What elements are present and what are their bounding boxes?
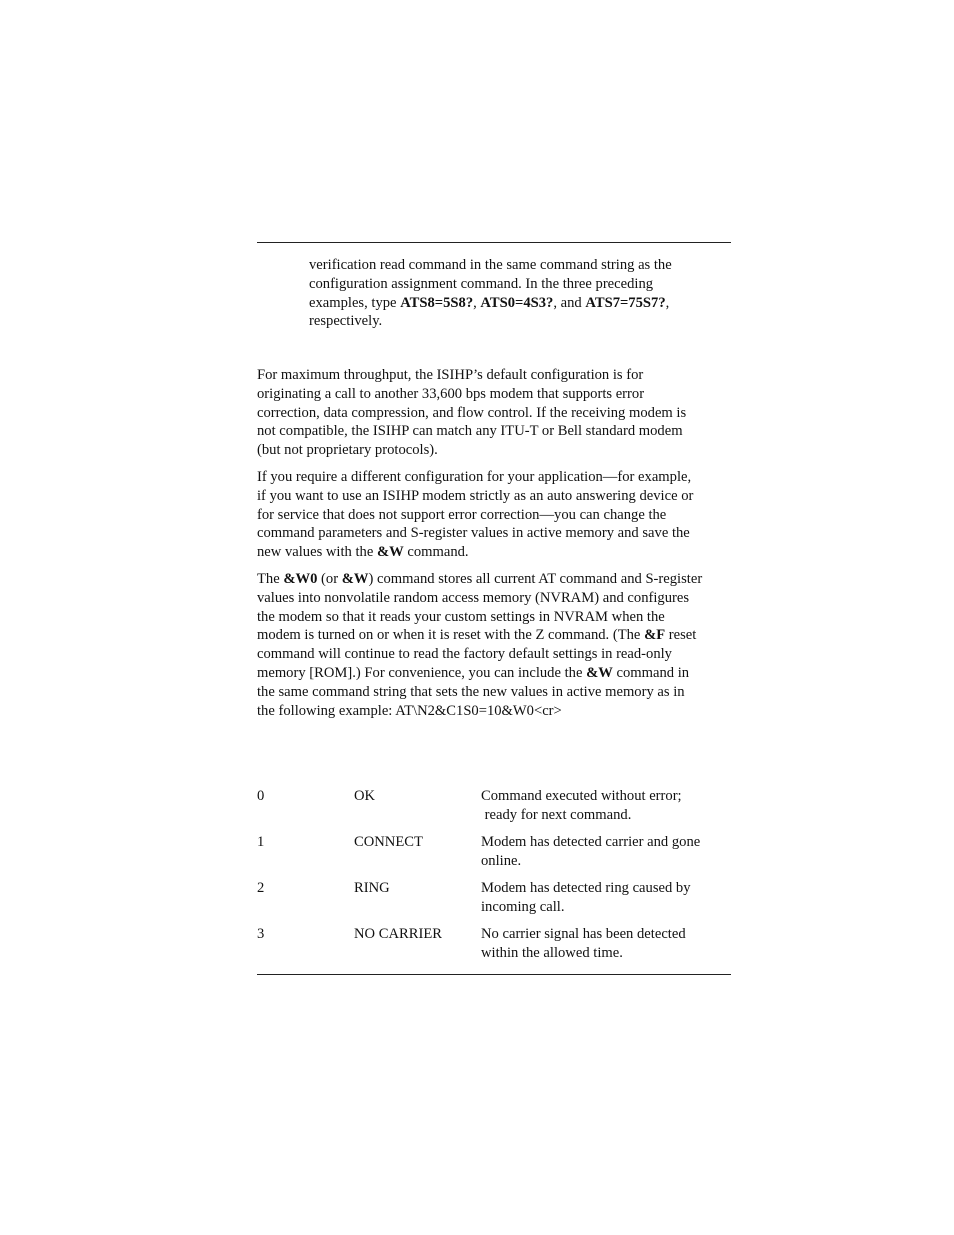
description-line-1: Command executed without error; — [481, 788, 682, 804]
top-rule — [257, 242, 731, 243]
note-line-2: configuration assignment command. In the three preceding — [309, 275, 654, 292]
result-word: NO CARRIER — [354, 926, 442, 942]
para2-line-1: If you require a different configuration for your application—for example, — [257, 469, 692, 485]
para3-line-1-mid: (or — [317, 571, 342, 587]
para2-line-5-end: command. — [403, 544, 469, 561]
bottom-rule — [257, 974, 731, 975]
description-line-1: Modem has detected carrier and gone — [481, 834, 701, 850]
para3-line-2: values into nonvolatile random access memory (NVRAM) and configures — [257, 589, 690, 606]
para3-line-4-text: modem is turned on or when it is reset with the Z command. (The — [257, 627, 645, 644]
para2-line-5 — [257, 544, 469, 560]
description-line-2: online. — [481, 852, 522, 869]
command-ats0: ATS0=4S3? — [480, 294, 554, 311]
command-amp-w-alt: &W — [341, 571, 369, 587]
result-description — [481, 879, 731, 917]
para3-line-8: the following example: AT\N2&C1S0=10&W0<cr> — [257, 702, 562, 719]
command-amp-w0: &W0 — [283, 571, 318, 587]
result-description — [481, 925, 731, 963]
command-amp-w: &W — [376, 544, 404, 561]
para1-line-5: (but not proprietary protocols). — [257, 442, 438, 459]
para1-line-2: originating a call to another 33,600 bps modem that supports error — [257, 385, 645, 402]
para2-line-2: if you want to use an ISIHP modem strictly as an auto answering device or — [257, 487, 694, 504]
note-separator-3: , — [665, 294, 670, 311]
command-amp-f: &F — [644, 627, 666, 644]
note-separator-2: , and — [553, 294, 586, 311]
description-line-2: ready for next command. — [481, 806, 632, 823]
para3-line-4-end: reset — [665, 627, 697, 644]
para3-line-6-end: command in — [612, 664, 690, 681]
para3-line-1-start: The — [257, 571, 284, 587]
para3-line-1 — [257, 571, 702, 587]
note-line-1: verification read command in the same command string as the — [309, 257, 672, 273]
result-codes-table — [257, 787, 731, 971]
result-word: OK — [354, 788, 376, 804]
result-description — [481, 787, 731, 825]
table-row — [257, 787, 731, 833]
paragraph-store-command — [257, 570, 732, 720]
para3-line-4 — [257, 627, 696, 643]
table-row — [257, 879, 731, 925]
para3-line-5: command will continue to read the factory default settings in read-only — [257, 646, 672, 663]
note-line-3 — [309, 295, 669, 311]
description-line-1: No carrier signal has been detected — [481, 926, 686, 942]
para3-line-3: the modem so that it reads your custom settings in NVRAM when the — [257, 608, 665, 625]
para1-line-4: not compatible, the ISIHP can match any ITU-T or Bell standard modem — [257, 423, 683, 440]
table-row — [257, 925, 731, 971]
command-ats7: ATS7=75S7? — [585, 294, 666, 311]
result-code: 3 — [257, 926, 265, 942]
para1-line-3: correction, data compression, and flow control. If the receiving modem is — [257, 404, 687, 421]
note-separator-1: , — [473, 294, 481, 311]
para3-line-6 — [257, 665, 689, 681]
description-line-1: Modem has detected ring caused by — [481, 880, 691, 896]
verification-note — [309, 256, 709, 331]
command-ats8: ATS8=5S8? — [400, 294, 474, 311]
paragraph-different-configuration — [257, 468, 732, 562]
result-code: 0 — [257, 788, 265, 804]
para3-line-7: the same command string that sets the new values in active memory as in — [257, 683, 685, 700]
result-code: 2 — [257, 880, 265, 896]
description-line-2: incoming call. — [481, 898, 565, 915]
para2-line-3: for service that does not support error correction—you can change the — [257, 506, 667, 523]
description-line-2: within the allowed time. — [481, 944, 623, 961]
note-line-4: respectively. — [309, 313, 383, 330]
result-word: CONNECT — [354, 834, 423, 850]
command-amp-w-inline: &W — [586, 664, 613, 681]
para2-line-5-text: new values with the — [257, 544, 377, 561]
para3-line-1-end: ) command stores all current AT command and S-register — [368, 571, 703, 587]
result-word: RING — [354, 880, 390, 896]
result-code: 1 — [257, 834, 265, 850]
table-row — [257, 833, 731, 879]
para1-line-1: For maximum throughput, the ISIHP’s default configuration is for — [257, 367, 644, 383]
note-line-3-text: examples, type — [309, 294, 401, 311]
result-description — [481, 833, 731, 871]
paragraph-default-configuration — [257, 366, 732, 460]
para3-line-6-text: memory [ROM].) For convenience, you can include the — [257, 664, 587, 681]
para2-line-4: command parameters and S-register values in active memory and save the — [257, 525, 690, 542]
